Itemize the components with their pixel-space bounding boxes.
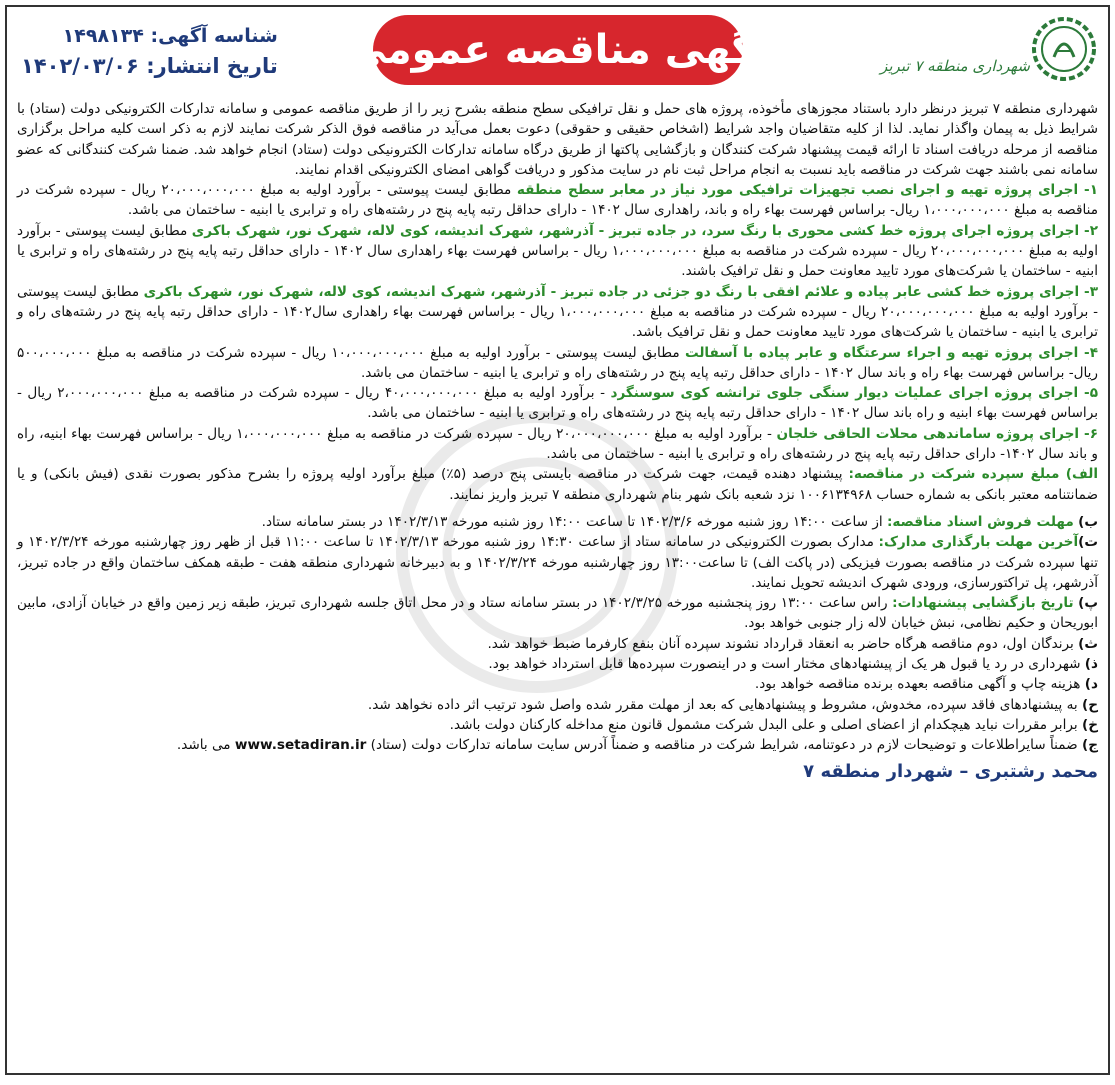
ad-meta (21, 21, 278, 81)
condition-item (17, 634, 1098, 654)
tender-notice (5, 5, 1110, 1075)
project-4 (17, 343, 1098, 384)
municipality-emblem-icon (1028, 13, 1100, 85)
page-title: آگهی مناقصه عمومی (346, 27, 769, 73)
setad-link[interactable]: www.setadiran.ir (234, 737, 367, 754)
ad-id: شناسه آگهی: ۱۴۹۸۱۳۴ (62, 25, 278, 47)
item-mark: پ) (1078, 595, 1098, 612)
logo-caption: شهرداری منطقه ۷ تبریز (880, 57, 1030, 75)
condition-item (17, 695, 1098, 715)
project-text: مطابق لیست پیوستی - برآورد اولیه به مبلغ ۲۰،۰۰۰،۰۰۰،۰۰۰ ریال - سپرده شرکت در مناقصه به مبلغ ۱،۰۰۰،۰۰۰،۰۰۰ ریال- براساس فهرست بهاء راه و باند، راهداری سال ۱۴۰۲ - دارای حداقل رتبه پایه پنج در رشته‌های راه و ترابری یا ابنیه - ساختمان می باشد. (17, 182, 1098, 219)
item-text: هزینه چاپ و آگهی مناقصه بعهده برنده مناقصه خواهد بود. (754, 676, 1085, 693)
item-mark: ث) (1078, 635, 1098, 652)
project-title: ۱- اجرای پروژه تهیه و اجرای نصب تجهیزات ترافیکی مورد نیاز در معابر سطح منطقه (516, 182, 1098, 199)
project-title: ۴- اجرای پروژه تهیه و اجراء سرعتگاه و عابر پیاده با آسفالت (684, 344, 1098, 361)
signature: محمد رشتبری – شهردار منطقه ۷ (803, 760, 1098, 782)
project-5 (17, 383, 1098, 424)
item-tail: می باشد. (176, 737, 235, 754)
condition-item (17, 532, 1098, 593)
municipality-logo (880, 13, 1100, 89)
notice-header (7, 7, 1108, 95)
project-1 (17, 180, 1098, 221)
project-3 (17, 282, 1098, 343)
project-title: ۳- اجرای پروژه خط کشی عابر پیاده و علائم افقی با رنگ دو جزئی در جاده تبریز - آذرشهر، شهرک اندیشه، کوی لاله، شهرک نور، شهرک باکری (143, 283, 1099, 300)
item-text: برابر مقررات نباید هیچکدام از اعضای اصلی و علی البدل شرکت مشمول قانون منع مداخله کارکنان دولت باشد. (449, 716, 1082, 733)
item-text: ضمناً سایراطلاعات و توضیحات لازم در دعوتنامه، شرایط شرکت در مناقصه و ضمناً آدرس سایت سامانه تدارکات دولت (ستاد) (366, 737, 1082, 754)
intro-paragraph: شهرداری منطقه ۷ تبریز درنظر دارد باستناد مجوزهای مأخوذه، پروژه های حمل و نقل ترافیکی سطح منطقه بشرح زیر را از طریق مناقصه عمومی و سامانه تدارکات الکترونیکی دولت (ستاد) با شرایط ذیل به پیمان واگذار نماید. لذا از کلیه متقاضیان واجد شرایط (اشخاص حقیقی و حقوقی) دعوت بعمل می‌آید در مناقصه فوق الذکر شرکت نمایند لازم به ذکر است کلیه مراحل برگزاری مناقصه از مرحله دریافت اسناد تا ارائه قیمت پیشنهاد شرکت کنندگان و بازگشایی پاکتها از طریق درگاه سامانه تدارکات الکترونیکی دولت (ستاد) انجام خواهد شد. ضمنا شرکت کنندگانی که عضو سامانه نمی باشند جهت شرکت در مناقصه باید نسبت به انجام مراحل ثبت نام در سایت مذکور و دریافت گواهی امضای الکترونیکی اقدام نمایند. (17, 101, 1098, 178)
publish-date: تاریخ انتشار: ۱۴۰۲/۰۳/۰۶ (21, 54, 278, 78)
condition-item-last (17, 735, 1098, 755)
item-text: مدارک بصورت الکترونیکی در سامانه ستاد از ساعت ۱۴:۳۰ روز شنبه مورخه ۱۴۰۲/۳/۱۳ تا ساعت ۱۱:۰۰ قبل از ظهر روز چهارشنبه مورخه ۱۴۰۲/۳/۲۴ و تنها سپرده شرکت در مناقصه بصورت فیزیکی (در پاکت الف) تا ساعت۱۳:۰۰ روز چهارشنبه مورخه ۱۴۰۲/۳/۲۴ و به دبیرخانه شهرداری منطقه هفت - طبقه همکف ساختمان واقع در جاده تبریز، آذرشهر، پل تراکتورسازی، ورودی شهرک اندیشه تحویل نمایند. (17, 534, 1098, 591)
item-text: شهرداری در رد یا قبول هر یک از پیشنهادهای مختار است و در اینصورت سپرده‌ها قابل استرداد خواهد بود. (488, 656, 1085, 673)
item-mark: ب) (1078, 513, 1098, 530)
item-mark: ذ) (1084, 656, 1098, 673)
condition-item (17, 593, 1098, 634)
project-text: مطابق لیست پیوستی - برآورد اولیه به مبلغ ۲۰،۰۰۰،۰۰۰،۰۰۰ ریال - سپرده شرکت در مناقصه به مبلغ ۱،۰۰۰،۰۰۰،۰۰۰ ریال - براساس فهرست بهاء راهداری سال ۱۴۰۲ - دارای حداقل رتبه پایه پنج در رشته‌های راه و ترابری یا ابنیه - ساختمان یا شرکت‌های مورد تایید معاونت حمل و نقل ترافیک باشند. (17, 222, 1098, 280)
title-banner (346, 15, 769, 85)
project-text: - برآورد اولیه به مبلغ ۲۰،۰۰۰،۰۰۰،۰۰۰ ریال - سپرده شرکت در مناقصه به مبلغ ۱،۰۰۰،۰۰۰،۰۰۰ ریال - براساس فهرست بهاء ابنیه، راه و باند سال ۱۴۰۲- دارای حداقل رتبه پایه پنج در رشته‌های راه و ترابری یا ابنیه - ساختمان می باشد. (17, 425, 1098, 463)
item-mark: ت) (1078, 534, 1098, 551)
item-text: برندگان اول، دوم مناقصه هرگاه حاضر به انعقاد قرارداد نشوند سپرده آنان بنفع کارفرما ضبط خواهد شد. (487, 635, 1079, 652)
item-label: تاریخ بازگشایی پیشنهادات: (892, 595, 1074, 612)
project-6 (17, 424, 1098, 465)
item-mark: ح) (1081, 696, 1098, 713)
deposit-title: الف) مبلغ سپرده شرکت در مناقصه: (848, 466, 1098, 483)
project-2 (17, 221, 1098, 282)
deposit-text: پیشنهاد دهنده قیمت، جهت شرکت در مناقصه بایستی پنج درصد (۵٪) مبلغ برآورد اولیه پروژه را بشرح مذکور بصورت نقدی (فیش بانکی) و یا ضمانتنامه معتبر بانکی به شماره حساب ۱۰۰۶۱۳۴۹۶۸ نزد شعبه بانک شهر بنام شهرداری منطقه ۷ تبریز واریز نمایند. (17, 466, 1098, 503)
project-title: ۲- اجرای پروژه اجرای پروژه خط کشی محوری با رنگ سرد، در جاده تبریز - آذرشهر، شهرک اندیشه، کوی لاله، شهرک نور، شهرک باکری (191, 222, 1098, 239)
project-text: مطابق لیست پیوستی - برآورد اولیه به مبلغ ۲۰،۰۰۰،۰۰۰،۰۰۰ ریال - سپرده شرکت در مناقصه به مبلغ ۱،۰۰۰،۰۰۰،۰۰۰ ریال - براساس فهرست بهاء راهداری سال۱۴۰۲ - دارای حداقل رتبه پایه پنج در رشته‌های راه و ترابری یا ابنیه - ساختمان یا شرکت‌های مورد تایید معاونت حمل و نقل ترافیک باشد. (17, 283, 1099, 341)
item-mark: د) (1084, 676, 1098, 693)
project-title: ۶- اجرای پروژه ساماندهی محلات الحاقی خلجان (776, 425, 1099, 442)
item-label: آخرین مهلت بارگذاری مدارک: (878, 534, 1079, 551)
project-text: - برآورد اولیه به مبلغ ۴۰،۰۰۰،۰۰۰،۰۰۰ ریال - سپرده شرکت در مناقصه به مبلغ ۲،۰۰۰،۰۰۰،۰۰۰ ریال - براساس فهرست بهاء ابنیه و راه باند سال ۱۴۰۲ - دارای حداقل رتبه پایه پنج در رشته‌های راه و ترابری یا ابنیه - ساختمان می باشد. (17, 385, 1098, 422)
item-text: از ساعت ۱۴:۰۰ روز شنبه مورخه ۱۴۰۲/۳/۶ تا ساعت ۱۴:۰۰ روز شنبه مورخه ۱۴۰۲/۳/۱۳ در بستر سامانه ستاد. (261, 513, 887, 530)
deposit-paragraph (17, 464, 1098, 505)
item-label: مهلت فروش اسناد مناقصه: (887, 513, 1074, 530)
notice-body (17, 99, 1098, 782)
project-title: ۵- اجرای پروژه اجرای عملیات دیوار سنگی جلوی ترانشه کوی سوسنگرد (610, 385, 1098, 402)
item-mark: خ) (1081, 716, 1098, 733)
item-mark: ج) (1081, 737, 1098, 754)
condition-item (17, 512, 1098, 532)
item-text: به پیشنهادهای فاقد سپرده، مخدوش، مشروط و پیشنهادهایی که بعد از مهلت مقرر شده واصل شود ترتیب اثر داده نخواهد شد. (367, 696, 1082, 713)
item-text: راس ساعت ۱۳:۰۰ روز پنجشنبه مورخه ۱۴۰۲/۳/۲۵ در بستر سامانه ستاد و در محل اتاق جلسه شهرداری تبریز، طبقه زیر زمین واقع در خیابان آزادی، مابین ابوریحان و حکیم نظامی، نبش خیابان لاله زار جنوبی خواهد بود. (17, 595, 1098, 632)
project-text: مطابق لیست پیوستی - برآورد اولیه به مبلغ ۱۰،۰۰۰،۰۰۰،۰۰۰ ریال - سپرده شرکت در مناقصه به مبلغ ۵۰۰،۰۰۰،۰۰۰ ریال- براساس فهرست بهاء راه و باند سال ۱۴۰۲ - دارای حداقل رتبه پایه پنج در رشته‌های راه و ترابری یا ابنیه - ساختمان می باشد. (17, 344, 1098, 381)
condition-item (17, 674, 1098, 694)
condition-item (17, 715, 1098, 735)
condition-item (17, 654, 1098, 674)
